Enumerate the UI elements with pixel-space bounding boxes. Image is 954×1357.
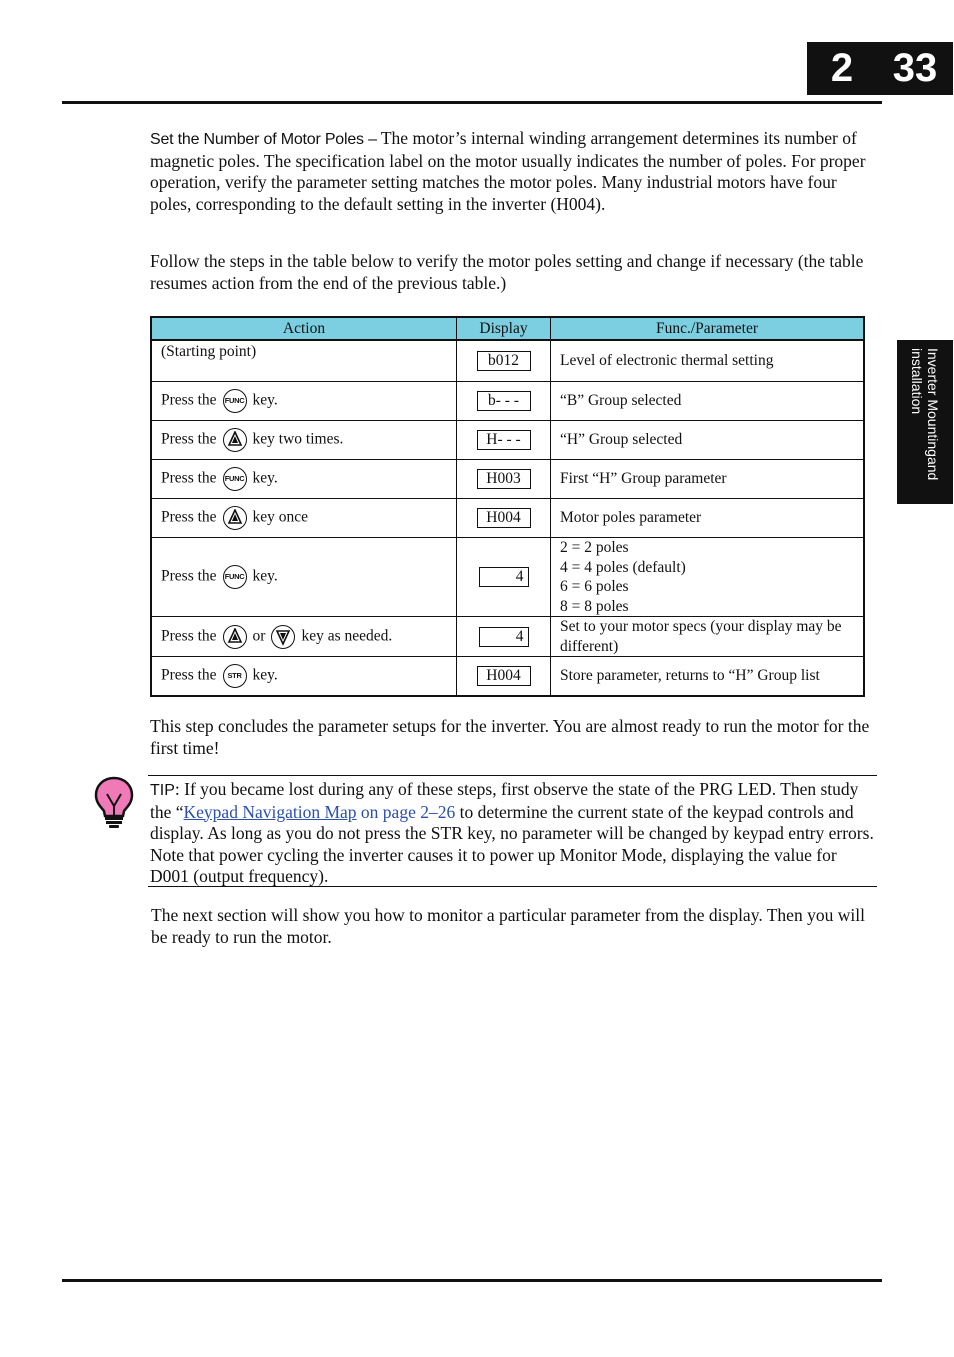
next-section-paragraph: The next section will show you how to monitor a particular parameter from the display. Then you will be ready to run the motor. [151, 905, 865, 947]
lightbulb-icon [93, 776, 135, 830]
chapter-side-tab: Inverter Mountingand installation [897, 340, 953, 504]
func-cell: Motor poles parameter [551, 499, 865, 538]
action-cell [151, 421, 457, 460]
func-key-icon: FUNC [223, 565, 247, 589]
table-row [151, 340, 864, 382]
action-cell [151, 460, 457, 499]
table-row [151, 499, 864, 538]
table-row [151, 617, 864, 657]
action-cell [151, 382, 457, 421]
action-cell [151, 538, 457, 617]
chapter-number: 2 [830, 46, 854, 90]
display-cell [457, 499, 551, 538]
pole-option: 8 = 8 poles [560, 597, 629, 615]
page-number-badge [807, 42, 953, 95]
action-cell: (Starting point) [151, 340, 457, 382]
display-cell [457, 460, 551, 499]
func-key-icon: FUNC [223, 389, 247, 413]
section-lead: Set the Number of Motor Poles – [150, 131, 377, 148]
display-cell [457, 617, 551, 657]
action-text: key two times. [252, 430, 344, 448]
action-text: key. [252, 469, 278, 487]
func-key-icon: FUNC [223, 467, 247, 491]
display-readout: b012 [477, 351, 531, 371]
intro-paragraph [150, 128, 878, 215]
tip-text: : If you became lost during any of these steps, first observe the state of the PRG LED. Then study the “ [150, 779, 859, 822]
action-text: key once [252, 508, 309, 526]
motor-poles-steps-table [150, 316, 865, 697]
keypad-navigation-map-link[interactable]: Keypad Navigation Map [183, 801, 357, 822]
tip-text: to determine the current state of the keypad controls and display. As long as you do not press the STR key, no parameter will be changed by keypad entry errors. Note that power cycling the inverter causes it to power up Monitor Mode, displaying the value for D001 (output frequency). [150, 801, 874, 886]
action-text: key as needed. [301, 627, 393, 645]
action-text: Press the [161, 666, 217, 684]
table-row [151, 421, 864, 460]
display-readout: 4 [479, 627, 529, 647]
func-cell [551, 538, 865, 617]
action-text: key. [252, 567, 278, 585]
func-cell: Store parameter, returns to “H” Group list [551, 657, 865, 697]
func-cell: “H” Group selected [551, 421, 865, 460]
table-row [151, 657, 864, 697]
func-cell: First “H” Group parameter [551, 460, 865, 499]
tip-box [148, 775, 877, 887]
display-cell [457, 421, 551, 460]
action-text: key. [252, 391, 278, 409]
action-cell [151, 617, 457, 657]
table-row [151, 538, 864, 617]
display-readout: H003 [477, 469, 531, 489]
table-header-row [151, 317, 864, 340]
header-rule [62, 101, 882, 104]
display-readout: b- - - [477, 391, 531, 411]
up-arrow-key-icon [223, 506, 247, 530]
tip-label: TIP [150, 782, 175, 799]
pole-option: 2 = 2 poles [560, 539, 629, 556]
display-readout: H004 [477, 666, 531, 686]
instructions-paragraph: Follow the steps in the table below to verify the motor poles setting and change if necessary (the table resumes action from the end of the previous table.) [150, 251, 864, 293]
header-display: Display [457, 317, 551, 340]
page-number: 33 [892, 46, 938, 90]
display-cell [457, 340, 551, 382]
display-readout: H- - - [477, 430, 531, 450]
conclusion-paragraph: This step concludes the parameter setups for the inverter. You are almost ready to run the motor for the first time! [150, 716, 870, 758]
action-text: Press the [161, 508, 217, 526]
action-text: Press the [161, 567, 217, 585]
action-cell [151, 657, 457, 697]
header-action: Action [151, 317, 457, 340]
down-arrow-key-icon [271, 625, 295, 649]
header-func: Func./Parameter [551, 317, 865, 340]
table-row [151, 382, 864, 421]
pole-option: 4 = 4 poles (default) [560, 558, 686, 576]
str-key-icon: STR [223, 664, 247, 688]
intro-text: The motor’s internal winding arrangement determines its number of magnetic poles. The specification label on the motor usually indicates the number of poles. For proper operation, verify the parameter setting matches the motor poles. Many industrial motors have four poles, corresponding to the default setting in the inverter (H004). [150, 128, 866, 214]
table-row [151, 460, 864, 499]
up-arrow-key-icon [223, 625, 247, 649]
func-cell: “B” Group selected [551, 382, 865, 421]
action-text: or [252, 627, 266, 645]
action-text: Press the [161, 627, 217, 645]
action-text: key. [252, 666, 278, 684]
action-cell [151, 499, 457, 538]
func-cell: Set to your motor specs (your display may be different) [551, 617, 865, 657]
footer-rule [62, 1279, 882, 1282]
display-cell [457, 657, 551, 697]
action-text: Press the [161, 430, 217, 448]
display-readout: H004 [477, 508, 531, 528]
page-reference-link[interactable]: on page 2–26 [356, 801, 456, 822]
up-arrow-key-icon [223, 428, 247, 452]
action-text: Press the [161, 469, 217, 487]
func-cell: Level of electronic thermal setting [551, 340, 865, 382]
action-text: Press the [161, 391, 217, 409]
display-readout: 4 [479, 567, 529, 587]
display-cell [457, 382, 551, 421]
pole-option: 6 = 6 poles [560, 578, 629, 595]
display-cell [457, 538, 551, 617]
